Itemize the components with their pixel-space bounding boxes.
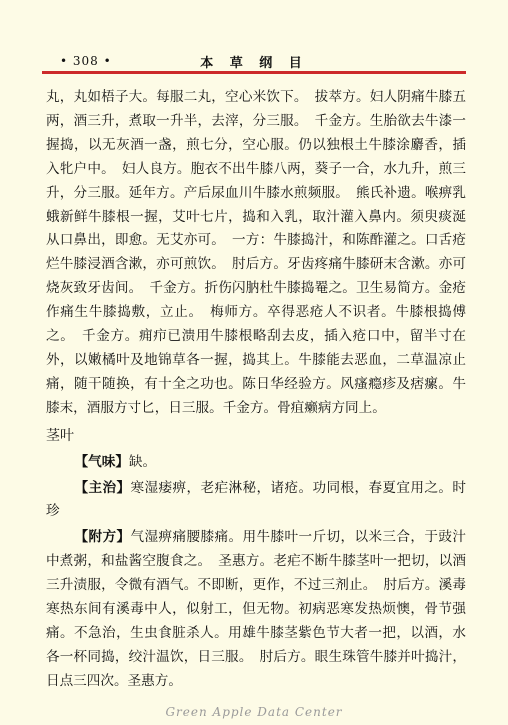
section-text: 缺。 [128, 453, 157, 470]
section-fufang [46, 526, 466, 693]
section-label: 【附方】 [74, 529, 131, 546]
header-rule [42, 71, 466, 74]
page-header [0, 0, 508, 76]
section-qiwei [46, 451, 466, 475]
section-text: 寒湿痿痹，老疟淋秘，诸疮。功同根，春夏宜用之。时珍 [46, 479, 467, 520]
section-label: 【气味】 [74, 453, 129, 470]
section-text: 气湿痹痛腰膝痛。用牛膝叶一斤切，以米三合，于豉汁中煮粥，和盐酱空腹食之。 圣惠方。老疟不断牛膝茎叶一把切，以酒三升渍服，令微有酒气。不即断，更作，不过三剂止。 肘后方。溪毒寒热东间有溪毒中人，似射工，但无物。初病恶寒发热烦懊，骨节强痛。不急治，生虫食脏杀人。用雄牛膝茎紫色节大者一把，以酒，水各一杯同捣，绞汁温饮，日三服。 肘后方。眼生珠管牛膝并叶捣汁，日点三四次。圣惠方。 [46, 529, 467, 689]
page-content [46, 86, 466, 694]
watermark-text: Green Apple Data Center [165, 705, 343, 719]
book-title: 本 草 纲 目 [200, 56, 308, 71]
body-paragraph: 丸，丸如梧子大。每服二丸，空心米饮下。 拔萃方。妇人阴痛牛膝五两，酒三升，煮取一升半，去滓，分三服。 千金方。生胎欲去牛漆一握捣，以无灰酒一盏，煎七分，空心服。仍以独根土牛膝涂麝香，插入牝户中。 妇人良方。胞衣不出牛膝八两，葵子一合，水九升，煎三升，分三服。延年方。产后尿血川牛膝水煎频服。 熊氏补遗。喉痹乳蛾新鲜牛膝根一握，艾叶七片，捣和入乳，取汁灌入鼻内。须臾痰涎从口鼻出，即愈。无艾亦可。 一方：牛膝捣汁，和陈酢灌之。口舌疮烂牛膝浸酒含漱，亦可煎饮。 肘后方。牙齿疼痛牛膝研末含漱。亦可烧灰致牙齿间。 千金方。折伤闪肭杜牛膝捣罨之。卫生易简方。金疮作痛生牛膝捣敷，立止。 梅师方。卒得恶疮人不识者。牛膝根捣傅之。 千金方。痈疖已溃用牛膝根略刮去皮，插入疮口中，留半寸在外，以嫩橘叶及地锦草各一握，捣其上。牛膝能去恶血，二草温凉止痛，随干随换，有十全之功也。陈日华经验方。风瘙瘾疹及痞瘰。牛膝末，酒服方寸匕，日三服。千金方。骨疽癞病方同上。 [46, 89, 466, 416]
section-zhuzhi [46, 477, 466, 525]
page-number: • 308 • [60, 54, 112, 68]
subsection-title: 茎叶 [46, 427, 74, 444]
section-label: 【主治】 [74, 479, 131, 496]
